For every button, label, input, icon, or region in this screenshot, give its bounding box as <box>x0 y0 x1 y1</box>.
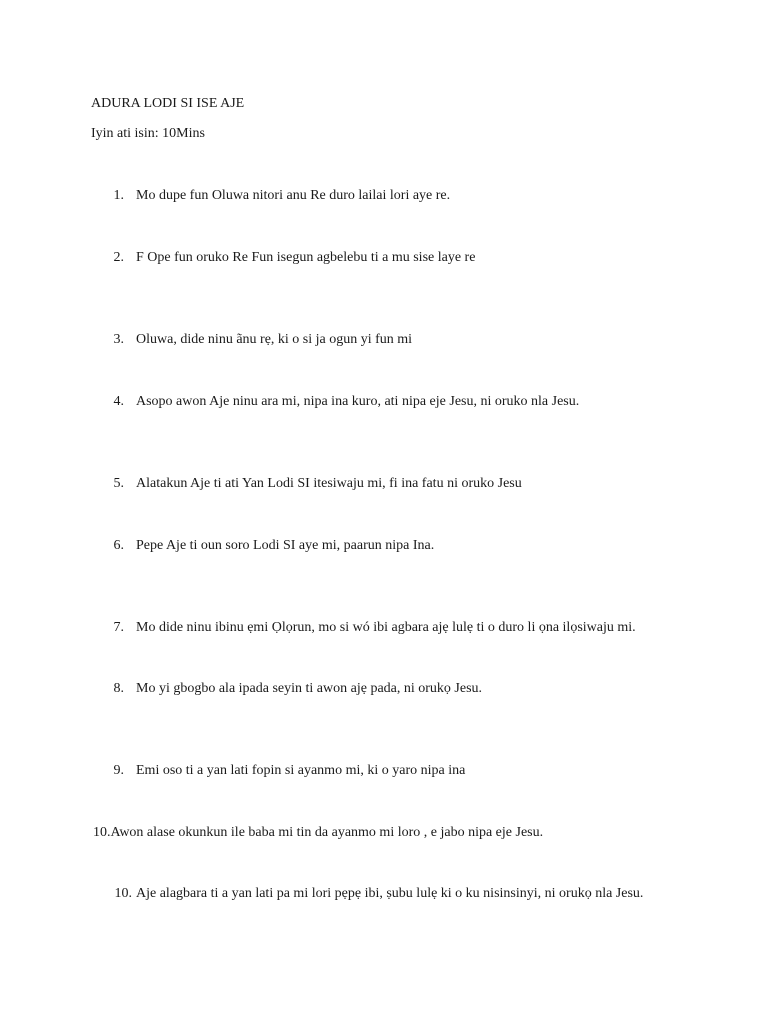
list-item-number: 2. <box>113 250 124 265</box>
list-item-text: Alatakun Aje ti ati Yan Lodi SI itesiwaju mi, fi ina fatu ni oruko Jesu <box>136 476 522 491</box>
list-item-number: 9. <box>113 763 124 778</box>
list-item-text: Oluwa, dide ninu ãnu rẹ, ki o si ja ogun yi fun mi <box>136 332 413 347</box>
list-item-text: Asopo awon Aje ninu ara mi, nipa ina kuro, ati nipa eje Jesu, ni oruko nla Jesu. <box>136 394 580 409</box>
list-item-text: Awon alase okunkun ile baba mi tin da ayanmo mi loro , e jabo nipa eje Jesu. <box>110 825 544 840</box>
list-item <box>93 824 543 842</box>
list-item-text: Mo dupe fun Oluwa nitori anu Re duro lailai lori aye re. <box>136 188 451 203</box>
list-item-number: 10. <box>93 825 111 840</box>
list-item-number: 5. <box>113 476 124 491</box>
document-subtitle: Iyin ati isin: 10Mins <box>91 126 205 141</box>
list-item-text: Mo dide ninu ibinu ẹmi Ọlọrun, mo si wó ibi agbara ajẹ lulẹ ti o duro li ọna ilọsiwaju mi. <box>136 620 636 635</box>
list-item-text: Emi oso ti a yan lati fopin si ayanmo mi, ki o yaro nipa ina <box>136 763 466 778</box>
list-item-text: Pepe Aje ti oun soro Lodi SI aye mi, paarun nipa Ina. <box>136 538 435 553</box>
list-item-text: F Ope fun oruko Re Fun isegun agbelebu ti a mu sise laye re <box>136 250 476 265</box>
list-item-text: Aje alagbara ti a yan lati pa mi lori pẹpẹ ibi, ṣubu lulẹ ki o ku nisinsinyi, ni orukọ nla Jesu. <box>136 886 644 901</box>
list-item-text: Mo yi gbogbo ala ipada seyin ti awon ajẹ pada, ni orukọ Jesu. <box>136 681 483 696</box>
list-item-number: 1. <box>113 188 124 203</box>
document-title: ADURA LODI SI ISE AJE <box>91 96 245 111</box>
list-item-number: 10. <box>114 886 132 901</box>
list-item-number: 7. <box>113 620 124 635</box>
list-item-number: 6. <box>113 538 124 553</box>
list-item-number: 8. <box>113 681 124 696</box>
list-item-number: 3. <box>113 332 124 347</box>
list-item-number: 4. <box>113 394 124 409</box>
